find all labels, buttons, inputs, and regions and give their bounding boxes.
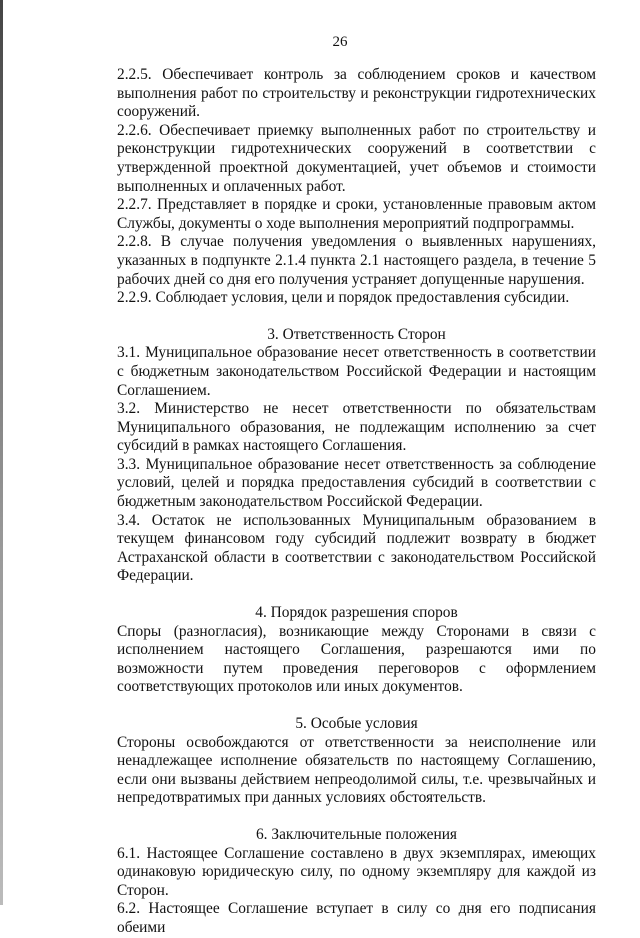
page-number: 26 (332, 34, 348, 50)
section-gap (117, 697, 596, 715)
section-6-heading: 6. Заключительные положения (255, 825, 458, 843)
paragraph-2-2-8: 2.2.8. В случае получения уведомления о выявленных нарушениях, указанных в подпункте 2.1.4 пункта 2.1 настоящего раздела, в течение 5 рабочих дней со дня его получения устраняет допущенные нарушения. (117, 233, 596, 288)
paragraph-2-2-6: 2.2.6. Обеспечивает приемку выполненных работ по строительству и реконструкции гидротехнических сооружений в соответствии с утвержденной проектной документацией, учет объемов и стоимости выполненных и оплаченных работ. (117, 121, 596, 195)
section-gap (117, 308, 596, 326)
paragraph-3-2: 3.2. Министерство не несет ответственности по обязательствам Муниципального образования, не подлежащим исполнению за счет субсидий в рамках настоящего Соглашения. (117, 400, 596, 455)
paragraph-2-2-5: 2.2.5. Обеспечивает контроль за соблюдением сроков и качеством выполнения работ по строительству и реконструкции гидротехнических сооружений. (117, 66, 596, 121)
paragraph-3-4: 3.4. Остаток не использованных Муниципальным образованием в текущем финансовом году субсидий подлежит возврату в бюджет Астраханской области в соответствии с законодательством Российской Федерации. (117, 511, 596, 585)
section-gap (117, 808, 596, 826)
section-4-heading: 4. Порядок разрешения споров (255, 604, 458, 622)
scan-edge-shadow (0, 0, 3, 905)
paragraph-2-2-7: 2.2.7. Представляет в порядке и сроки, установленные правовым актом Службы, документы о ходе выполнения мероприятий подпрограммы. (117, 196, 596, 232)
section-3-heading: 3. Ответственность Сторон (267, 325, 446, 343)
paragraph-6-1: 6.1. Настоящее Соглашение составлено в двух экземплярах, имеющих одинаковую юридическую силу, по одному экземпляру для каждой из Сторон. (117, 844, 596, 899)
section-5-heading: 5. Особые условия (295, 715, 418, 732)
paragraph-3-1: 3.1. Муниципальное образование несет ответственность в соответствии с бюджетным законодательством Российской Федерации и настоящим Соглашением. (117, 344, 596, 399)
section-gap (117, 586, 596, 604)
paragraph-6-2: 6.2. Настоящее Соглашение вступает в силу со дня его подписания обеими (117, 900, 596, 936)
document-body (117, 66, 596, 938)
paragraph-4: Споры (разногласия), возникающие между Сторонами в связи с исполнением настоящего Соглашения, разрешаются ими по возможности путем проведения переговоров с оформлением соответствующих протоколов или иных документов. (117, 622, 596, 696)
paragraph-3-3: 3.3. Муниципальное образование несет ответственность за соблюдение условий, целей и порядка предоставления субсидий в соответствии с бюджетным законодательством Российской Федерации. (117, 455, 596, 511)
paragraph-2-2-9: 2.2.9. Соблюдает условия, цели и порядок предоставления субсидии. (117, 289, 570, 307)
paragraph-5: Стороны освобождаются от ответственности за неисполнение или ненадлежащее исполнение обязательств по настоящему Соглашению, если они вызваны действием непреодолимой силы, т.е. чрезвычайных и непредотвратимых при данных условиях обстоятельств. (117, 733, 596, 807)
